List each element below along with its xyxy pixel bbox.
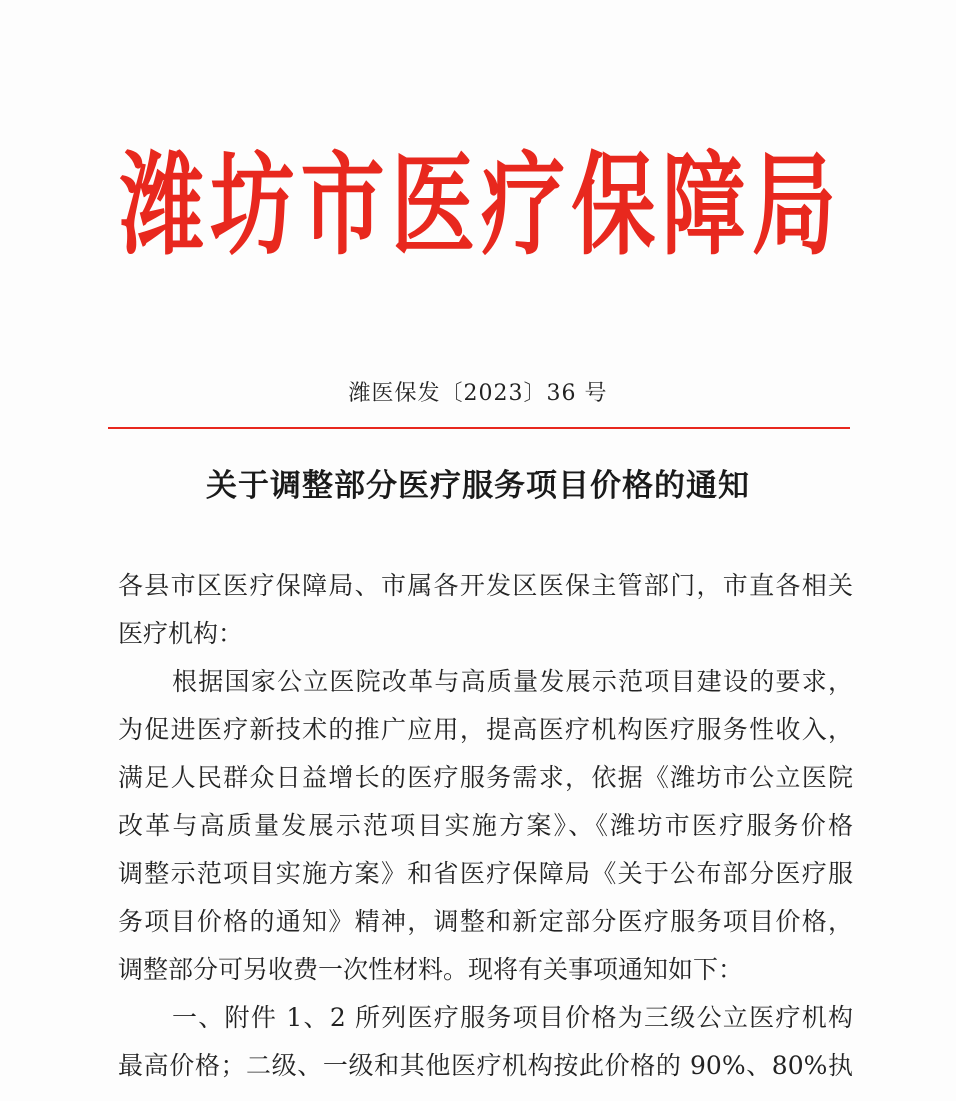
org-header-char: 市 <box>300 140 385 270</box>
body-line: 一、附件 1、2 所列医疗服务项目价格为三级公立医疗机构 <box>172 1003 853 1032</box>
body-line: 调整部分可另收费一次性材料。现将有关事项通知如下： <box>118 955 744 984</box>
org-header-char: 保 <box>571 140 656 270</box>
body-line: 根据国家公立医院改革与高质量发展示范项目建设的要求， <box>172 667 853 696</box>
document-title: 关于调整部分医疗服务项目价格的通知 <box>206 468 750 504</box>
org-header-char: 坊 <box>210 140 295 270</box>
org-header-char: 障 <box>661 140 746 270</box>
body-line: 医疗机构： <box>118 619 244 648</box>
org-header-char: 医 <box>390 140 475 270</box>
body-line: 各县市区医疗保障局、市属各开发区医保主管部门，市直各相关 <box>118 571 853 600</box>
body-line: 改革与高质量发展示范项目实施方案》、《潍坊市医疗服务价格 <box>118 811 853 840</box>
body-line: 最高价格；二级、一级和其他医疗机构按此价格的 90%、80%执 <box>118 1051 853 1080</box>
body-line: 满足人民群众日益增长的医疗服务需求，依据《潍坊市公立医院 <box>118 763 853 792</box>
organization-header <box>120 140 836 270</box>
body-line: 为促进医疗新技术的推广应用，提高医疗机构医疗服务性收入， <box>118 715 853 744</box>
org-header-char: 局 <box>751 140 836 270</box>
org-header-char: 疗 <box>481 140 566 270</box>
body-line: 调整示范项目实施方案》和省医疗保障局《关于公布部分医疗服 <box>118 859 853 888</box>
header-divider <box>108 427 850 429</box>
document-number: 潍医保发〔2023〕36 号 <box>348 381 608 406</box>
document-body <box>118 562 853 1090</box>
body-line: 务项目价格的通知》精神，调整和新定部分医疗服务项目价格， <box>118 907 853 936</box>
org-header-char: 潍 <box>120 140 205 270</box>
